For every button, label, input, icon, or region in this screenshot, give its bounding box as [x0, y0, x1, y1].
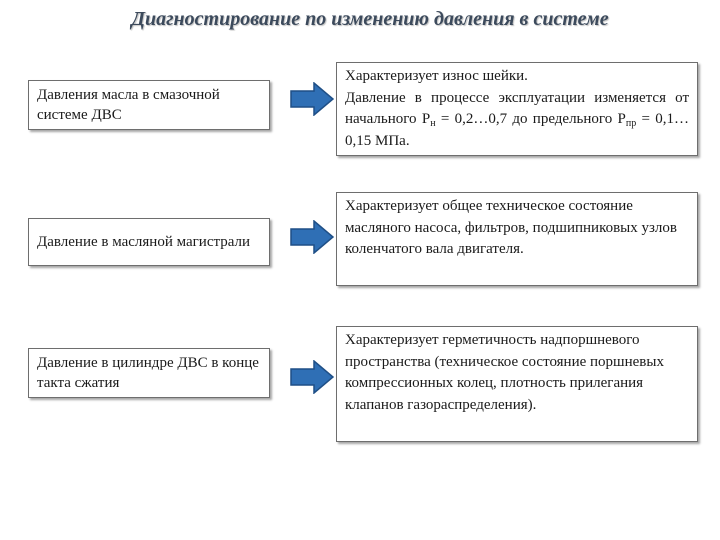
- right-arrow-icon: [290, 220, 334, 254]
- parameter-label: Давления масла в смазочной системе ДВС: [37, 87, 220, 123]
- description-text: Характеризует общее техническое состояние масляного насоса, фильтров, подшипниковых узлов коленчатого вала двигателя.: [345, 198, 677, 257]
- description-text: Характеризует герметичность надпоршневого пространства (техническое состояние поршневых компрессионных колец, плотность прилегания клапанов газораспределения).: [345, 332, 664, 413]
- right-arrow-icon: [290, 360, 334, 394]
- description-box-sealing: [336, 326, 698, 442]
- parameter-box-cylinder: [28, 348, 270, 398]
- parameter-box-oil-pressure: [28, 80, 270, 130]
- parameter-label: Давление в масляной магистрали: [37, 234, 251, 250]
- parameter-label: Давление в цилиндре ДВС в конце такта сжатия: [37, 355, 259, 391]
- description-box-pump: [336, 192, 698, 286]
- parameter-box-oil-line: [28, 218, 270, 266]
- description-line: Характеризует износ шейки.: [345, 68, 528, 84]
- description-text: Давление в процессе эксплуатации изменяется от начального $Р_н$ = 0,2…0,7 до предельного $Р_{пр}$ = 0,1…0,15 МПа.: [345, 89, 689, 149]
- description-box-wear: [336, 62, 698, 156]
- page-title: Диагностирование по изменению давления в системе: [131, 8, 609, 30]
- right-arrow-icon: [290, 82, 334, 116]
